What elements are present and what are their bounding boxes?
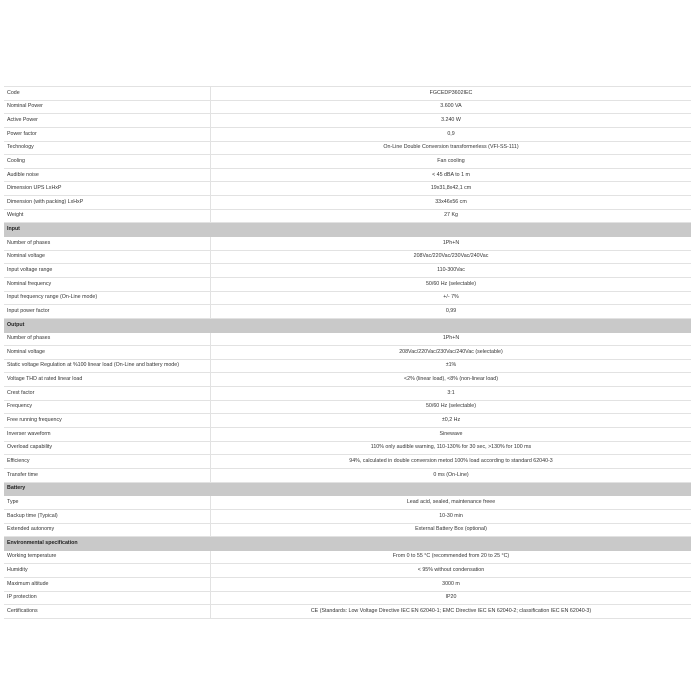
spec-row	[4, 591, 691, 605]
spec-value: 50/60 Hz (selectable)	[211, 400, 692, 414]
section-title: Output	[4, 318, 691, 332]
spec-value: CE (Standards: Low Voltage Directive IEC EN 62040-1; EMC Directive IEC EN 62040-2; classification IEC EN 62040-3)	[211, 605, 692, 619]
spec-label: Dimension (with packing) LxHxP	[4, 196, 211, 210]
spec-value: 94%, calculated in double conversion metod 100% load according to standard 62040-3	[211, 455, 692, 469]
spec-value: 3000 m	[211, 578, 692, 592]
spec-value: 0 ms (On-Line)	[211, 468, 692, 482]
spec-row	[4, 578, 691, 592]
spec-label: Working temperature	[4, 550, 211, 564]
spec-row	[4, 87, 691, 101]
section-header-row	[4, 482, 691, 496]
spec-label: Dimension UPS LxHxP	[4, 182, 211, 196]
spec-label: Input power factor	[4, 305, 211, 319]
spec-value: 208Vac/220Vac/230Vac/240Vac (selectable)	[211, 346, 692, 360]
spec-value: 110% only audible warning, 110-130% for 30 sec, >130% for 100 ms	[211, 441, 692, 455]
spec-table	[4, 86, 691, 619]
spec-row	[4, 127, 691, 141]
spec-label: Cooling	[4, 155, 211, 169]
spec-value: <2% (linear load), <8% (non-linear load)	[211, 373, 692, 387]
spec-value: FGCEDP3602IEC	[211, 87, 692, 101]
spec-value: Fan cooling	[211, 155, 692, 169]
spec-value: < 45 dBA to 1 m	[211, 168, 692, 182]
spec-value: 3.240 W	[211, 114, 692, 128]
spec-label: Number of phases	[4, 332, 211, 346]
section-title: Input	[4, 223, 691, 237]
spec-value: 33x46x56 cm	[211, 196, 692, 210]
spec-row	[4, 564, 691, 578]
spec-row	[4, 291, 691, 305]
spec-label: Nominal voltage	[4, 346, 211, 360]
spec-row	[4, 496, 691, 510]
spec-row	[4, 550, 691, 564]
spec-label: Nominal frequency	[4, 277, 211, 291]
spec-value: 3:1	[211, 387, 692, 401]
spec-label: Input voltage range	[4, 264, 211, 278]
spec-label: Type	[4, 496, 211, 510]
spec-value: 10-30 min	[211, 509, 692, 523]
spec-label: Power factor	[4, 127, 211, 141]
spec-value: 50/60 Hz (selectable)	[211, 277, 692, 291]
spec-label: Frequency	[4, 400, 211, 414]
spec-label: Input frequency range (On-Line mode)	[4, 291, 211, 305]
spec-row	[4, 428, 691, 442]
spec-label: Efficiency	[4, 455, 211, 469]
spec-label: Extended autonomy	[4, 523, 211, 537]
spec-row	[4, 277, 691, 291]
section-title: Battery	[4, 482, 691, 496]
spec-value: 1Ph+N	[211, 332, 692, 346]
spec-label: Audible noise	[4, 168, 211, 182]
spec-value: 1Ph+N	[211, 237, 692, 251]
spec-row	[4, 100, 691, 114]
spec-value: ±1%	[211, 359, 692, 373]
spec-row	[4, 250, 691, 264]
spec-value: Sinewave	[211, 428, 692, 442]
spec-row	[4, 182, 691, 196]
spec-row	[4, 509, 691, 523]
spec-value: On-Line Double Conversion transformerless (VFI-SS-111)	[211, 141, 692, 155]
spec-value: From 0 to 55 °C (recommended from 20 to 25 °C)	[211, 550, 692, 564]
section-header-row	[4, 318, 691, 332]
spec-label: Voltage THD at rated linear load	[4, 373, 211, 387]
spec-label: Transfer time	[4, 468, 211, 482]
spec-label: Number of phases	[4, 237, 211, 251]
spec-value: Lead acid, sealed, maintenance freee	[211, 496, 692, 510]
spec-row	[4, 359, 691, 373]
spec-value: 19x31,8x42,1 cm	[211, 182, 692, 196]
spec-row	[4, 373, 691, 387]
spec-label: Technology	[4, 141, 211, 155]
spec-row	[4, 468, 691, 482]
spec-value: External Battery Box (optional)	[211, 523, 692, 537]
spec-label: Nominal Power	[4, 100, 211, 114]
spec-label: Backup time (Typical)	[4, 509, 211, 523]
spec-value: +/- 7%	[211, 291, 692, 305]
spec-label: Humidity	[4, 564, 211, 578]
spec-value: < 95% without condensation	[211, 564, 692, 578]
spec-row	[4, 209, 691, 223]
spec-row	[4, 605, 691, 619]
spec-label: IP protection	[4, 591, 211, 605]
spec-row	[4, 523, 691, 537]
spec-value: 27 Kg	[211, 209, 692, 223]
spec-row	[4, 114, 691, 128]
spec-row	[4, 264, 691, 278]
spec-label: Certifications	[4, 605, 211, 619]
spec-row	[4, 441, 691, 455]
section-header-row	[4, 537, 691, 551]
spec-row	[4, 168, 691, 182]
spec-label: Weight	[4, 209, 211, 223]
section-header-row	[4, 223, 691, 237]
spec-label: Free running frequency	[4, 414, 211, 428]
spec-row	[4, 237, 691, 251]
spec-table-body	[4, 87, 691, 619]
spec-value: 0,9	[211, 127, 692, 141]
spec-row	[4, 141, 691, 155]
spec-label: Nominal voltage	[4, 250, 211, 264]
spec-value: 208Vac/220Vac/230Vac/240Vac	[211, 250, 692, 264]
spec-label: Crest factor	[4, 387, 211, 401]
spec-row	[4, 305, 691, 319]
spec-row	[4, 400, 691, 414]
spec-row	[4, 455, 691, 469]
spec-row	[4, 196, 691, 210]
spec-value: 0,99	[211, 305, 692, 319]
spec-row	[4, 387, 691, 401]
spec-row	[4, 332, 691, 346]
spec-value: ±0,2 Hz	[211, 414, 692, 428]
spec-row	[4, 155, 691, 169]
spec-label: Maximum altitude	[4, 578, 211, 592]
spec-label: Active Power	[4, 114, 211, 128]
spec-label: Overload capability	[4, 441, 211, 455]
spec-row	[4, 346, 691, 360]
spec-value: 3.600 VA	[211, 100, 692, 114]
spec-label: Static voltage Regulation at %100 linear load (On-Line and battery mode)	[4, 359, 211, 373]
spec-label: Code	[4, 87, 211, 101]
spec-value: 110-300Vac	[211, 264, 692, 278]
section-title: Environmental specification	[4, 537, 691, 551]
spec-label: Inverser waveform	[4, 428, 211, 442]
spec-row	[4, 414, 691, 428]
spec-value: IP20	[211, 591, 692, 605]
